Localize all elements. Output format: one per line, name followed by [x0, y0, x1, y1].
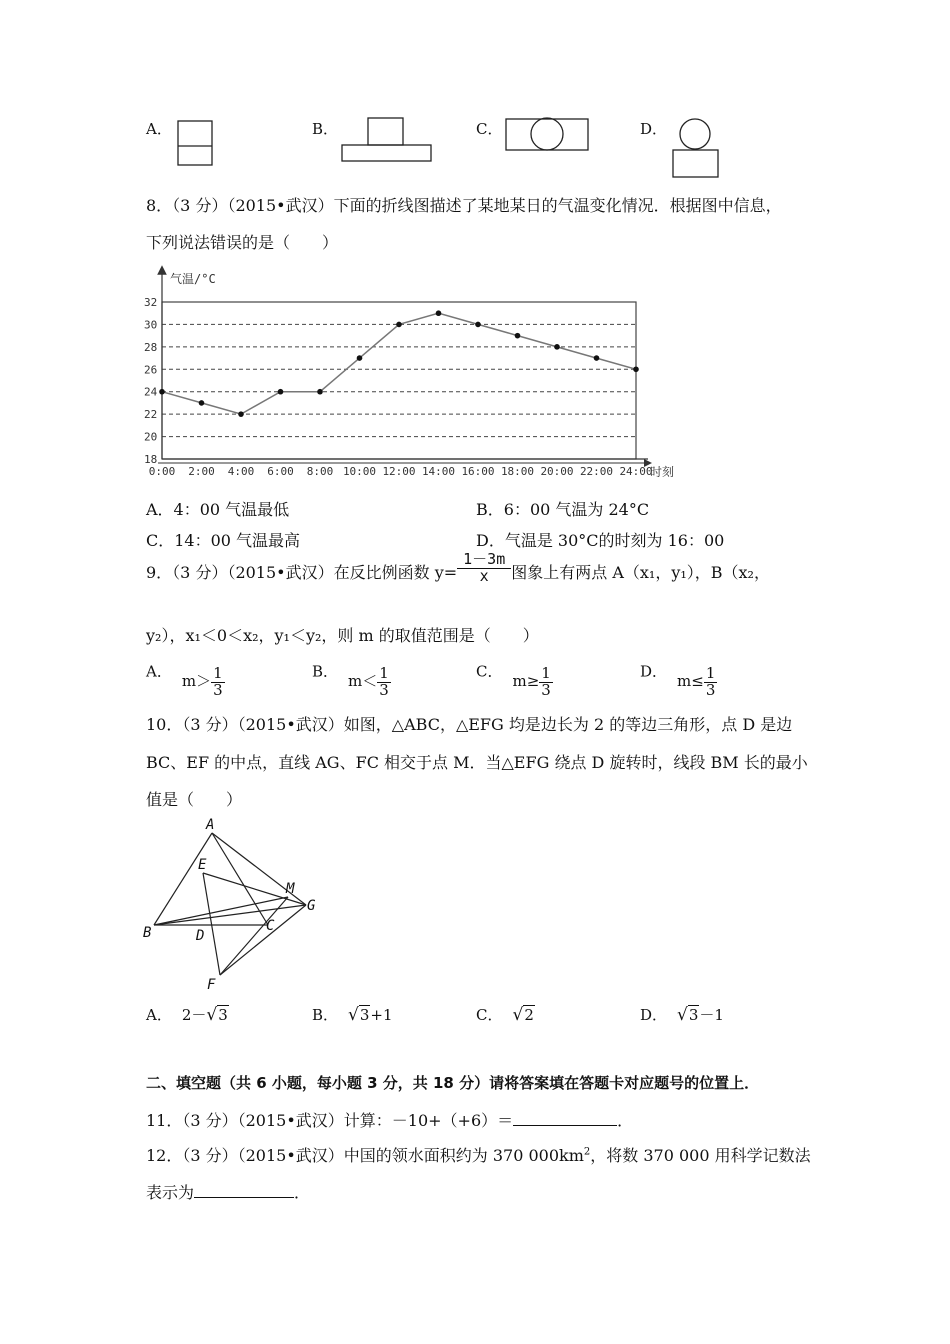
q10-label-d: D [196, 928, 205, 944]
y-tick-label: 26 [144, 363, 158, 377]
q9-option-a-rel: m＞ [181, 672, 212, 691]
q9-stem-line1 [146, 550, 770, 585]
q12-stem-line2 [146, 1180, 310, 1203]
q8-stem-line1: 8．（3 分）（2015•武汉）下面的折线图描述了某地某日的气温变化情况．根据图中信息， [146, 196, 782, 215]
q9-frac-num: 1－3m [457, 552, 511, 569]
q7-option-b-figure [339, 116, 434, 164]
q7-option-a-label: A． [146, 120, 172, 138]
q9-option-b-label: B． [312, 662, 339, 681]
temperature-series-line [162, 313, 636, 414]
q10-option-c-label: C． [476, 1006, 503, 1024]
q9-option-a [146, 656, 225, 699]
q9-function-fraction [457, 552, 511, 585]
q10-option-b-post: +1 [370, 1006, 393, 1024]
q9-option-b-rel: m＜ [348, 672, 378, 691]
q7-option-b-label: B． [312, 120, 339, 138]
q10-label-f: F [207, 977, 216, 993]
q10-option-c: C． √2 [476, 1005, 534, 1025]
q11-end: ． [617, 1111, 634, 1130]
q12-text-b: ，将数 370 000 用科学记数法 [590, 1146, 811, 1165]
x-tick-label: 24:00 [619, 465, 653, 478]
q10-option-a-radicand: 3 [218, 1006, 228, 1024]
x-tick-label: 10:00 [342, 465, 377, 478]
data-point [475, 322, 481, 328]
q9-option-c-num: 1 [541, 664, 551, 682]
q10-label-c: C [266, 918, 275, 934]
data-point [515, 333, 521, 339]
q9-option-b-num: 1 [379, 664, 389, 682]
x-tick-label: 18:00 [500, 465, 535, 478]
data-point [199, 400, 205, 406]
q12-text-a: 12．（3 分）（2015•武汉）中国的领水面积约为 370 000km [146, 1146, 584, 1165]
q8-stem-line2: 下列说法错误的是（ ） [146, 233, 339, 252]
q8-option-d: D．气温是 30°C的时刻为 16：00 [476, 531, 725, 550]
q10-option-a-pre: 2－ [181, 1006, 207, 1024]
x-tick-label: 16:00 [461, 465, 495, 478]
data-point [278, 389, 284, 395]
q7-option-d-figure [669, 117, 723, 181]
q10-stem-line2: BC、EF 的中点，直线 AG、FC 相交于点 M．当△EFG 绕点 D 旋转时，线段 BM 长的最小 [146, 753, 808, 772]
q10-option-c-radicand: 2 [524, 1006, 534, 1024]
data-point [396, 322, 402, 328]
q10-geometry-figure [140, 815, 330, 995]
y-tick-label: 32 [144, 296, 158, 309]
q9-option-a-label: A． [146, 662, 172, 681]
q9-option-c [476, 656, 553, 699]
q9-option-b [312, 656, 391, 699]
q8-option-a: A．4：00 气温最低 [146, 500, 290, 519]
x-tick-label: 20:00 [540, 465, 574, 478]
x-tick-label: 2:00 [188, 465, 215, 478]
q9-option-c-rel: m≥ [512, 672, 540, 691]
q10-option-b: B． √3+1 [312, 1005, 393, 1025]
x-tick-label: 6:00 [267, 465, 294, 478]
x-axis-label: 时刻 [650, 465, 675, 479]
section-2-heading: 二、填空题（共 6 小题，每小题 3 分，共 18 分）请将答案填在答题卡对应题号的位置上． [146, 1074, 760, 1092]
q9-option-a-den: 3 [213, 680, 223, 699]
y-tick-label: 24 [144, 385, 158, 399]
data-point [594, 355, 600, 361]
y-tick-label: 20 [144, 430, 158, 444]
data-point [238, 411, 244, 417]
q7-option-c-label: C． [476, 120, 503, 138]
data-point [554, 344, 560, 350]
q7-option-a-figure [176, 119, 216, 169]
q7-option-d-label: D． [640, 120, 668, 138]
x-tick-label: 4:00 [227, 465, 255, 478]
q8-option-b: B．6：00 气温为 24°C [476, 500, 650, 519]
q12-line2-text: 表示为 [146, 1183, 195, 1202]
x-tick-label: 0:00 [148, 465, 176, 478]
q11-text: 11．（3 分）（2015•武汉）计算：－10+（+6）＝ [146, 1111, 514, 1130]
q10-label-g: G [307, 898, 316, 914]
temperature-line-chart [140, 262, 700, 486]
q10-option-d-radicand: 3 [688, 1006, 699, 1024]
x-tick-label: 12:00 [382, 465, 416, 478]
q12-stem-line1 [146, 1143, 811, 1166]
q10-label-m: M [286, 881, 295, 897]
q9-option-d-num: 1 [705, 664, 716, 682]
q12-superscript: 2 [583, 1146, 591, 1158]
y-axis-label: 气温/°C [170, 272, 216, 286]
q10-label-e: E [198, 857, 207, 873]
q11-answer-blank[interactable] [513, 1111, 617, 1126]
q10-option-d: D． √3－1 [640, 1005, 724, 1025]
q9-option-d [640, 656, 717, 699]
data-point [633, 366, 639, 372]
y-tick-label: 18 [144, 453, 158, 466]
q10-label-a: A [206, 817, 215, 833]
y-tick-label: 22 [144, 408, 158, 422]
data-point [159, 389, 165, 395]
q9-suffix: 图象上有两点 A（x₁，y₁），B（x₂， [511, 563, 770, 582]
q10-option-b-label: B． [312, 1006, 339, 1024]
x-tick-label: 14:00 [421, 465, 456, 478]
q8-option-c: C．14：00 气温最高 [146, 531, 301, 550]
q9-prefix: 9．（3 分）（2015•武汉）在反比例函数 y= [146, 563, 458, 582]
data-point [357, 355, 363, 361]
x-tick-label: 8:00 [306, 465, 334, 478]
q9-option-b-den: 3 [379, 680, 389, 699]
q9-option-d-den: 3 [705, 680, 716, 699]
data-point [317, 389, 323, 395]
q10-label-b: B [143, 925, 152, 941]
q9-option-d-rel: m≤ [677, 672, 704, 691]
q9-frac-den: x [479, 567, 489, 585]
q10-option-a-label: A． [146, 1006, 172, 1024]
q10-stem-line3: 值是（ ） [146, 790, 243, 809]
q12-answer-blank[interactable] [194, 1183, 294, 1198]
q10-option-b-radicand: 3 [359, 1006, 370, 1024]
q11-stem [146, 1108, 633, 1131]
data-point [436, 310, 442, 316]
y-tick-label: 28 [144, 340, 158, 354]
q9-option-d-label: D． [640, 662, 668, 681]
q9-option-c-den: 3 [541, 680, 551, 699]
q10-option-d-label: D． [640, 1006, 668, 1024]
q7-option-c-figure [504, 116, 592, 154]
y-tick-label: 30 [144, 318, 158, 332]
x-tick-label: 22:00 [579, 465, 614, 478]
q10-option-a: A． 2－√3 [146, 1005, 228, 1025]
q9-option-a-num: 1 [213, 664, 223, 682]
q10-stem-line1: 10．（3 分）（2015•武汉）如图，△ABC，△EFG 均是边长为 2 的等边三角形，点 D 是边 [146, 715, 793, 734]
q12-end: ． [294, 1183, 311, 1202]
q9-stem-line2: y₂），x₁＜0＜x₂，y₁＜y₂，则 m 的取值范围是（ ） [146, 626, 539, 645]
q10-option-d-post: －1 [699, 1006, 724, 1024]
q9-option-c-label: C． [476, 662, 503, 681]
